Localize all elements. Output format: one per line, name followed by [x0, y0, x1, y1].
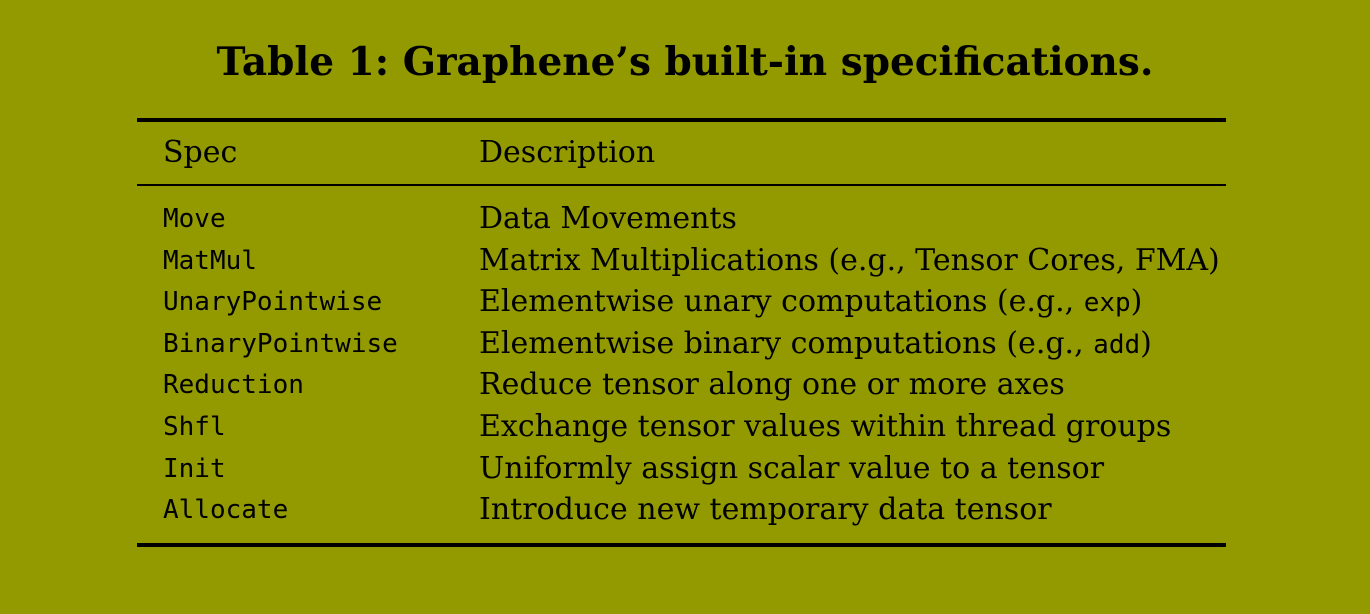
spec-description	[479, 323, 1152, 366]
spec-description: Introduce new temporary data tensor	[479, 492, 1052, 528]
table-header-row	[0, 132, 1370, 176]
table-row	[0, 489, 1370, 531]
table-caption: Table 1: Graphene’s built-in specifications.	[216, 39, 1154, 85]
code-example: exp	[1083, 288, 1131, 319]
description-text-end: )	[1140, 325, 1152, 361]
spec-description: Matrix Multiplications (e.g., Tensor Cores, FMA)	[479, 242, 1220, 278]
spec-name: UnaryPointwise	[163, 287, 383, 318]
table-header-rule	[137, 184, 1226, 186]
description-text: Elementwise binary computations (e.g.,	[479, 325, 1094, 361]
table-row	[0, 281, 1370, 323]
spec-name: Allocate	[163, 495, 289, 526]
spec-description: Uniformly assign scalar value to a tensor	[479, 450, 1105, 486]
spec-name: Reduction	[163, 370, 304, 401]
table-row	[0, 198, 1370, 240]
spec-name: BinaryPointwise	[163, 328, 398, 359]
spec-description	[479, 281, 1142, 324]
spec-name: Move	[163, 204, 226, 234]
table-top-rule	[137, 118, 1226, 122]
table-row	[0, 364, 1370, 406]
table-row	[0, 240, 1370, 282]
table-row	[0, 448, 1370, 490]
spec-description: Data Movements	[479, 201, 737, 236]
spec-description: Exchange tensor values within thread groups	[479, 408, 1172, 444]
table-row	[0, 406, 1370, 448]
description-text-end: )	[1130, 284, 1143, 320]
code-example: add	[1093, 329, 1141, 360]
table-body	[0, 198, 1370, 531]
description-text: Elementwise unary computations (e.g.,	[479, 284, 1084, 320]
spec-name: Init	[163, 453, 226, 484]
spec-name: Shfl	[163, 411, 226, 442]
header-description: Description	[479, 135, 656, 170]
spec-name: MatMul	[163, 245, 257, 276]
table-row	[0, 323, 1370, 365]
spec-description: Reduce tensor along one or more axes	[479, 367, 1065, 403]
header-spec: Spec	[163, 135, 238, 170]
table-bottom-rule	[137, 543, 1226, 547]
